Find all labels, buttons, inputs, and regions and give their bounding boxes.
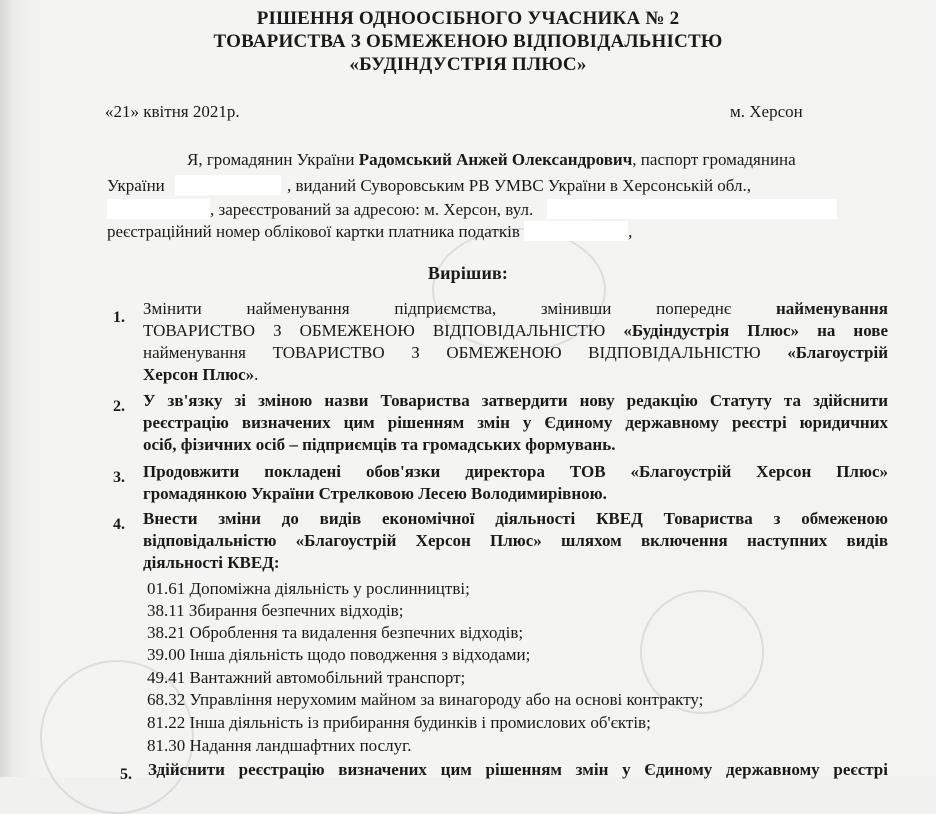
intro-line-1: [187, 149, 796, 171]
decided-heading: Вирішив:: [427, 263, 509, 283]
redaction-block: [175, 175, 281, 195]
document-title-line-3: «БУДІНДУСТРІЯ ПЛЮС»: [349, 54, 587, 75]
intro-text: реєстраційний номер облікової картки платника податків: [107, 222, 520, 241]
participant-name: Радомський Анжей Олександрович: [358, 150, 633, 169]
intro-text: ,: [628, 222, 633, 241]
item-5-line-1: Здійснити реєстрацію визначених цим рішенням змін у Єдиному державному реєстрі: [148, 760, 888, 779]
item-2-line-1: У зв'язку зі зміною назви Товариства затвердити нову редакцію Статуту та здійснити: [143, 391, 888, 410]
kved-item: 39.00 Інша діяльність щодо поводження з відходами;: [147, 645, 531, 664]
intro-line-3: [107, 199, 837, 221]
kved-item: 01.61 Допоміжна діяльність у рослинництві;: [147, 579, 470, 598]
intro-line-2: [107, 175, 888, 197]
document-title-line-2: ТОВАРИСТВА З ОБМЕЖЕНОЮ ВІДПОВІДАЛЬНІСТЮ: [213, 31, 723, 52]
item-number: 4.: [113, 516, 125, 533]
redaction-block: [547, 199, 837, 219]
item-1-line-2: ТОВАРИСТВО З ОБМЕЖЕНОЮ ВІДПОВІДАЛЬНІСТЮ «Будіндустрія Плюс» на нове: [143, 321, 889, 340]
item-4-line-2: відповідальністю «Благоустрій Херсон Плюс» шляхом включення наступних видів: [143, 531, 888, 550]
item-1-line-1: Змінити найменування підприємства, змінивши попереднє найменування: [143, 299, 888, 318]
kved-item: 38.21 Оброблення та видалення безпечних відходів;: [147, 623, 524, 642]
item-number: 5.: [120, 766, 132, 783]
document-city: м. Херсон: [730, 102, 803, 121]
kved-item: 38.11 Збирання безпечних відходів;: [147, 601, 404, 620]
redaction-block: [107, 199, 210, 219]
item-1-line-4: Херсон Плюс».: [143, 365, 259, 384]
item-4-line-1: Внести зміни до видів економічної діяльності КВЕД Товариства з обмеженою: [143, 509, 888, 528]
kved-item: 68.32 Управління нерухомим майном за винагороду або на основі контракту;: [147, 690, 704, 709]
item-2-line-2: реєстрацію визначених цим рішенням змін у Єдиному державному реєстрі юридичних: [143, 413, 888, 432]
item-number: 3.: [113, 469, 125, 486]
intro-text: , зареєстрований за адресою: м. Херсон, вул.: [210, 200, 534, 219]
intro-line-4: [107, 221, 632, 243]
intro-text: , паспорт громадянина: [632, 150, 796, 169]
item-number: 2.: [113, 398, 125, 415]
item-2-line-3: осіб, фізичних осіб – підприємців та громадських формувань.: [143, 435, 616, 454]
item-3-line-1: Продовжити покладені обов'язки директора ТОВ «Благоустрій Херсон Плюс»: [143, 462, 888, 481]
document-title-line-1: РІШЕННЯ ОДНООСІБНОГО УЧАСНИКА № 2: [256, 8, 680, 29]
redaction-block: [524, 221, 628, 241]
item-4-line-3: діяльності КВЕД:: [143, 553, 280, 572]
item-number: 1.: [113, 309, 125, 326]
item-1-line-3: найменування ТОВАРИСТВО З ОБМЕЖЕНОЮ ВІДПОВІДАЛЬНІСТЮ «Благоустрій: [143, 343, 888, 362]
kved-item: 81.30 Надання ландшафтних послуг.: [147, 736, 412, 755]
item-3-line-2: громадянкою України Стрелковою Лесею Володимирівною.: [143, 484, 607, 503]
intro-text: України: [107, 176, 165, 195]
intro-text: Я, громадянин України: [187, 150, 359, 169]
document-date: «21» квітня 2021р.: [105, 102, 240, 121]
kved-item: 49.41 Вантажний автомобільний транспорт;: [147, 668, 466, 687]
intro-text: , виданий Суворовським РВ УМВС України в Херсонській обл.,: [287, 176, 752, 195]
kved-item: 81.22 Інша діяльність із прибирання будинків і промислових об'єктів;: [147, 713, 651, 732]
